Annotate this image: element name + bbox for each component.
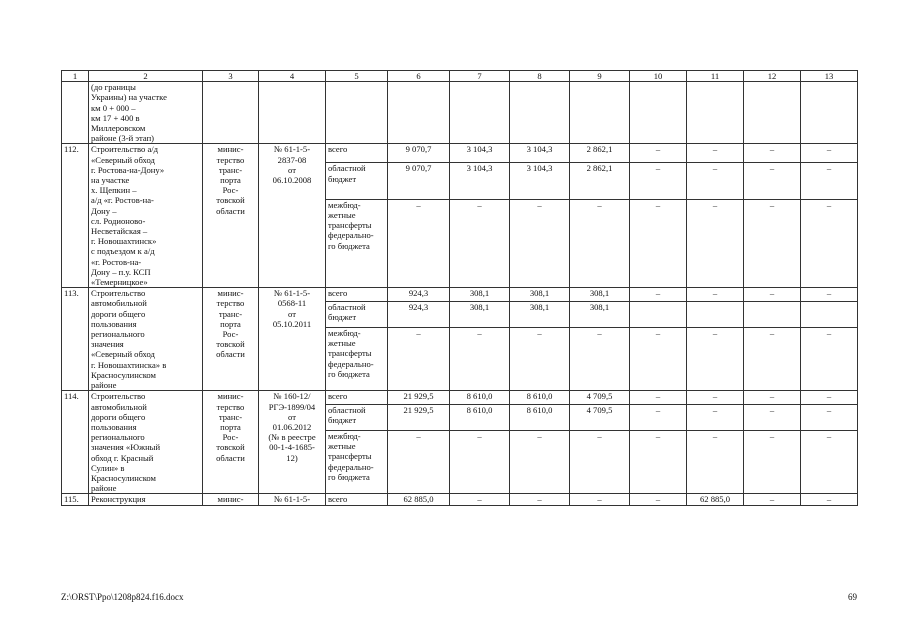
table-row xyxy=(62,391,858,405)
amount-cell: 62 885,0 xyxy=(388,494,450,505)
object-name: Строительство автомобильной дороги общего пользования регионального значения «Северный обход г. Новошахтинска» в Красносулинском районе xyxy=(89,288,203,391)
row-number: 113. xyxy=(62,288,89,391)
amount-cell: – xyxy=(687,163,744,199)
column-header: 12 xyxy=(744,71,801,82)
amount-cell: – xyxy=(630,327,687,390)
amount-cell: – xyxy=(744,144,801,163)
amount-cell: 308,1 xyxy=(570,288,630,302)
amount-cell: – xyxy=(687,391,744,405)
amount-cell: – xyxy=(801,163,858,199)
amount-cell: – xyxy=(570,327,630,390)
column-header: 6 xyxy=(388,71,450,82)
row-number: 115. xyxy=(62,494,89,505)
column-header: 8 xyxy=(510,71,570,82)
page-number: 69 xyxy=(848,592,857,602)
amount-cell: – xyxy=(450,327,510,390)
amount-cell: – xyxy=(630,494,687,505)
responsible-body: минис- терство транс- порта Рос- товской области xyxy=(203,391,259,494)
column-header: 9 xyxy=(570,71,630,82)
amount-cell: 308,1 xyxy=(450,301,510,327)
amount-cell: – xyxy=(687,144,744,163)
amount-cell: – xyxy=(388,327,450,390)
file-path: Z:\ORST\Ppo\1208p824.f16.docx xyxy=(61,592,184,602)
column-header: 1 xyxy=(62,71,89,82)
table-row xyxy=(62,288,858,302)
amount-cell: 8 610,0 xyxy=(450,404,510,430)
amount-cell: – xyxy=(510,199,570,287)
funding-source: всего xyxy=(326,494,388,505)
amount-cell: – xyxy=(687,199,744,287)
amount-cell: – xyxy=(570,199,630,287)
amount-cell: – xyxy=(630,404,687,430)
amount-cell: – xyxy=(744,288,801,302)
object-name: (до границы Украины) на участке км 0 + 000 – км 17 + 400 в Миллеровском районе (3-й этап) xyxy=(89,82,203,144)
amount-cell: 924,3 xyxy=(388,288,450,302)
amount-cell: 21 929,5 xyxy=(388,391,450,405)
amount-cell: – xyxy=(801,404,858,430)
column-numbers-row xyxy=(62,71,858,82)
amount-cell: – xyxy=(744,163,801,199)
amount-cell: 9 070,7 xyxy=(388,144,450,163)
amount-cell: – xyxy=(570,494,630,505)
responsible-body: минис- терство транс- порта Рос- товской области xyxy=(203,144,259,288)
object-name: Реконструкция xyxy=(89,494,203,505)
amount-cell: – xyxy=(630,163,687,199)
amount-cell: – xyxy=(570,430,630,493)
amount-cell xyxy=(630,301,687,327)
amount-cell: – xyxy=(801,494,858,505)
amount-cell: 62 885,0 xyxy=(687,494,744,505)
column-header: 4 xyxy=(259,71,326,82)
amount-cell: – xyxy=(744,494,801,505)
amount-cell: – xyxy=(388,199,450,287)
amount-cell: – xyxy=(801,144,858,163)
amount-cell: – xyxy=(388,430,450,493)
funding-source: всего xyxy=(326,288,388,302)
amount-cell: – xyxy=(630,199,687,287)
amount-cell: – xyxy=(450,199,510,287)
column-header: 3 xyxy=(203,71,259,82)
responsible-body: минис- терство транс- порта Рос- товской области xyxy=(203,288,259,391)
amount-cell: 21 929,5 xyxy=(388,404,450,430)
amount-cell: – xyxy=(744,199,801,287)
amount-cell: 308,1 xyxy=(510,301,570,327)
amount-cell: – xyxy=(687,288,744,302)
funding-source: межбюд- жетные трансферты федерально- го бюджета xyxy=(326,430,388,493)
amount-cell: – xyxy=(450,430,510,493)
column-header: 13 xyxy=(801,71,858,82)
amount-cell: – xyxy=(744,430,801,493)
amount-cell: – xyxy=(630,144,687,163)
column-header: 7 xyxy=(450,71,510,82)
funding-source: всего xyxy=(326,144,388,163)
row-number: 114. xyxy=(62,391,89,494)
amount-cell: – xyxy=(510,327,570,390)
amount-cell xyxy=(687,301,744,327)
amount-cell: 3 104,3 xyxy=(510,144,570,163)
amount-cell: – xyxy=(801,327,858,390)
column-header: 10 xyxy=(630,71,687,82)
amount-cell: 4 709,5 xyxy=(570,391,630,405)
amount-cell: – xyxy=(801,199,858,287)
amount-cell: 9 070,7 xyxy=(388,163,450,199)
column-header: 11 xyxy=(687,71,744,82)
amount-cell: – xyxy=(687,430,744,493)
row-number: 112. xyxy=(62,144,89,288)
amount-cell: – xyxy=(744,327,801,390)
budget-table xyxy=(61,70,858,506)
table-row xyxy=(62,494,858,505)
amount-cell: – xyxy=(687,404,744,430)
expertise-document: № 61-1-5- 2837-08 от 06.10.2008 xyxy=(259,144,326,288)
object-name: Строительство автомобильной дороги общего пользования регионального значения «Южный обход г. Красный Сулин» в Красносулинском районе xyxy=(89,391,203,494)
amount-cell: 3 104,3 xyxy=(450,144,510,163)
column-header: 5 xyxy=(326,71,388,82)
continuation-row xyxy=(62,82,858,144)
amount-cell xyxy=(744,301,801,327)
amount-cell: – xyxy=(630,430,687,493)
amount-cell: – xyxy=(801,288,858,302)
column-header: 2 xyxy=(89,71,203,82)
amount-cell: 8 610,0 xyxy=(450,391,510,405)
funding-source: областной бюджет xyxy=(326,163,388,199)
responsible-body: минис- xyxy=(203,494,259,505)
funding-source: межбюд- жетные трансферты федерально- го бюджета xyxy=(326,327,388,390)
amount-cell: 8 610,0 xyxy=(510,404,570,430)
funding-source: областной бюджет xyxy=(326,301,388,327)
amount-cell: 3 104,3 xyxy=(450,163,510,199)
expertise-document: № 160-12/ РГЭ-1899/04 от 01.06.2012 (№ в реестре 00-1-4-1685- 12) xyxy=(259,391,326,494)
object-name: Строительство а/д «Северный обход г. Ростова-на-Дону» на участке х. Щепкин – а/д «г. Ростов-на- Дону – сл. Родионово- Несветайская – г. Новошахтинск» с подъездом к а/д «г. Ростов-на- Дону – п.у. КСП «Темерницкое» xyxy=(89,144,203,288)
expertise-document: № 61-1-5- 0568-11 от 05.10.2011 xyxy=(259,288,326,391)
amount-cell: – xyxy=(744,391,801,405)
amount-cell: – xyxy=(801,430,858,493)
amount-cell: – xyxy=(450,494,510,505)
amount-cell: – xyxy=(510,494,570,505)
amount-cell: 308,1 xyxy=(450,288,510,302)
amount-cell: 2 862,1 xyxy=(570,144,630,163)
amount-cell xyxy=(801,301,858,327)
amount-cell: – xyxy=(630,391,687,405)
amount-cell: – xyxy=(630,288,687,302)
amount-cell: 2 862,1 xyxy=(570,163,630,199)
amount-cell: – xyxy=(801,391,858,405)
amount-cell: 8 610,0 xyxy=(510,391,570,405)
amount-cell: 4 709,5 xyxy=(570,404,630,430)
funding-source: межбюд- жетные трансферты федерально- го бюджета xyxy=(326,199,388,287)
funding-source: областной бюджет xyxy=(326,404,388,430)
amount-cell: 924,3 xyxy=(388,301,450,327)
amount-cell: 308,1 xyxy=(510,288,570,302)
table-row xyxy=(62,144,858,163)
expertise-document: № 61-1-5- xyxy=(259,494,326,505)
funding-source: всего xyxy=(326,391,388,405)
amount-cell: – xyxy=(687,327,744,390)
amount-cell: – xyxy=(744,404,801,430)
amount-cell: 3 104,3 xyxy=(510,163,570,199)
amount-cell: 308,1 xyxy=(570,301,630,327)
amount-cell: – xyxy=(510,430,570,493)
